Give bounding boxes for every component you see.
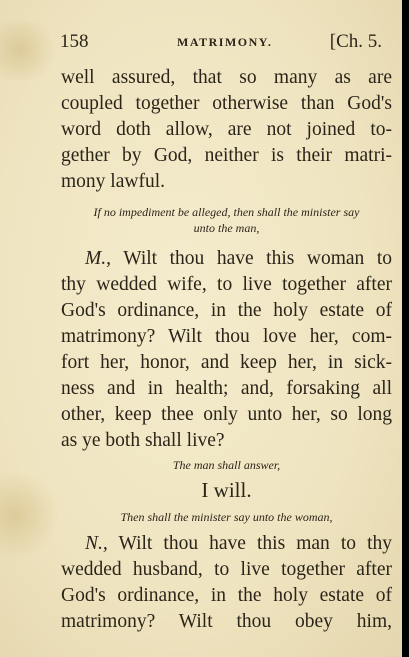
rubric-line: If no impediment be alleged, then shall the minister say	[93, 205, 360, 219]
text-line: mony lawful.	[61, 171, 165, 192]
text-line: ness and in health; and, forsaking all	[61, 378, 392, 399]
rubric-line: The man shall answer,	[172, 458, 281, 472]
text-line: matrimony? Wilt thou obey him,	[61, 611, 392, 632]
speaker-label: N.,	[85, 533, 108, 554]
paper-stain	[0, 470, 60, 560]
page-header	[60, 31, 382, 53]
text-line: thy wedded wife, to live together after	[61, 274, 392, 295]
text-line: well assured, that so many as are	[61, 67, 392, 88]
text-line: gether by God, neither is their matri-	[61, 145, 392, 166]
text-span: Wilt thou have this woman to	[111, 248, 392, 269]
text-line	[85, 531, 392, 557]
response-text: I will.	[201, 478, 252, 502]
text-line: wedded husband, to live together after	[61, 559, 392, 580]
speaker-label: M.,	[85, 248, 111, 269]
running-title: MATRIMONY.	[177, 35, 273, 49]
text-line: coupled together otherwise than God's	[61, 93, 392, 114]
text-line: fort her, honor, and keep her, in sick-	[61, 352, 392, 373]
rubric-line: unto the man,	[193, 221, 260, 235]
text-line: God's ordinance, in the holy estate of	[61, 300, 392, 321]
text-line: other, keep thee only unto her, so long	[61, 404, 392, 425]
text-line	[85, 246, 392, 272]
text-line: word doth allow, are not joined to-	[61, 119, 392, 140]
paper-stain	[0, 20, 60, 80]
text-line: matrimony? Wilt thou love her, com-	[61, 326, 392, 347]
rubric-line: Then shall the minister say unto the woman,	[120, 510, 333, 524]
text-line: God's ordinance, in the holy estate of	[61, 585, 392, 606]
page-number: 158	[60, 31, 89, 52]
text-line: as ye both shall live?	[61, 430, 225, 451]
text-span: Wilt thou have this man to thy	[107, 533, 392, 554]
chapter-reference: [Ch. 5.	[329, 31, 382, 52]
